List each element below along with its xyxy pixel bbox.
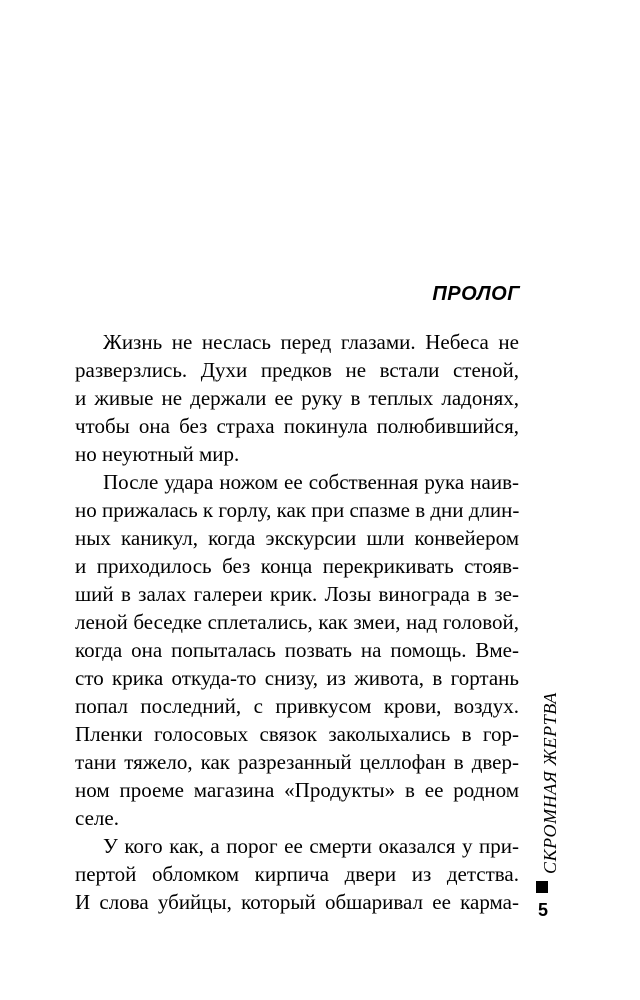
text-line: ных каникул, когда экскурсии шли конвейером bbox=[75, 526, 519, 550]
text-line: но прижалась к горлу, как при спазме в дни длин- bbox=[75, 498, 520, 522]
text-line: ном проеме магазина «Продукты» в ее родном bbox=[75, 778, 519, 802]
text-line: После удара ножом ее собственная рука наив- bbox=[103, 470, 519, 494]
text-line: У кого как, а порог ее смерти оказался у при- bbox=[103, 834, 519, 858]
text-line: и живые не держали ее руку в теплых ладонях, bbox=[75, 386, 519, 410]
square-marker-icon bbox=[536, 881, 548, 893]
text-line: И слова убийцы, который обшаривал ее карма- bbox=[75, 890, 519, 914]
text-line: когда она попыталась позвать на помощь. Вме- bbox=[75, 638, 519, 662]
text-line: разверзлись. Духи предков не встали стеной, bbox=[75, 358, 519, 382]
running-head: СКРОМНАЯ ЖЕРТВА bbox=[540, 692, 560, 874]
text-line: тани тяжело, как разрезанный целлофан в двер- bbox=[75, 750, 519, 774]
text-line: и приходилось без конца перекрикивать стояв- bbox=[75, 554, 519, 578]
text-line: Жизнь не неслась перед глазами. Небеса не bbox=[103, 330, 519, 354]
text-line: леной беседке сплетались, как змеи, над головой, bbox=[75, 610, 519, 634]
text-line: но неуютный мир. bbox=[75, 442, 240, 466]
text-line: сто крика откуда-то снизу, из живота, в гортань bbox=[75, 666, 519, 690]
text-line: пертой обломком кирпича двери из детства. bbox=[75, 862, 519, 886]
text-line: чтобы она без страха покинула полюбившийся, bbox=[75, 414, 519, 438]
chapter-title: ПРОЛОГ bbox=[432, 283, 520, 305]
text-line: селе. bbox=[75, 806, 119, 830]
page-number: 5 bbox=[537, 900, 548, 920]
text-line: ший в залах галереи крик. Лозы винограда в зе- bbox=[75, 582, 519, 606]
text-line: Пленки голосовых связок заколыхались в гор- bbox=[75, 722, 519, 746]
text-line: попал последний, с привкусом крови, воздух. bbox=[75, 694, 519, 718]
